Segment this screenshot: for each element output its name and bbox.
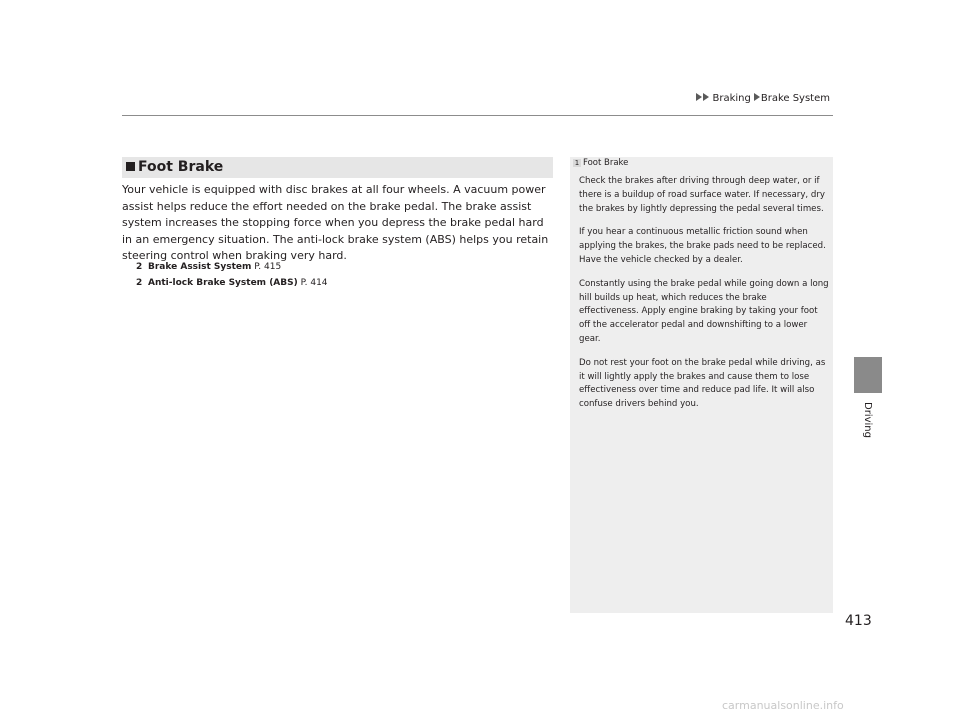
watermark: carmanualsonline.info: [722, 699, 844, 712]
section-title: Foot Brake: [138, 159, 224, 175]
sidebar-paragraph: If you hear a continuous metallic friction sound when applying the brakes, the brake pads need to be replaced. Have the vehicle checked by a dealer.: [579, 227, 826, 265]
cross-reference-icon: 2: [136, 278, 143, 288]
breadcrumb-arrow-icon: [754, 93, 760, 101]
page-number: 413: [845, 613, 872, 629]
breadcrumb-arrow-icon: [696, 93, 702, 101]
xref-title: Brake Assist System: [148, 262, 252, 272]
sidebar-note-title: [573, 158, 628, 168]
breadcrumb-item-braking[interactable]: Braking: [712, 93, 751, 104]
sidebar-title-text: Foot Brake: [583, 158, 629, 168]
sidebar-note-text: [579, 175, 829, 422]
xref-page: P. 415: [254, 262, 282, 272]
section-body: [122, 182, 556, 265]
breadcrumb-item-brake-system[interactable]: Brake System: [760, 93, 830, 104]
chapter-tab[interactable]: [854, 357, 882, 393]
xref-title: Anti-lock Brake System (ABS): [148, 278, 298, 288]
section-heading: [122, 157, 553, 178]
xref-page: P. 414: [300, 278, 328, 288]
header-divider: [122, 115, 833, 116]
sidebar-paragraph: Do not rest your foot on the brake pedal while driving, as it will lightly apply the brakes and cause them to lose effectiveness over time and reduce pad life. It will also confuse drivers behind you.: [579, 357, 826, 410]
note-marker-icon: 1: [574, 159, 580, 167]
sidebar-paragraph: Check the brakes after driving through deep water, or if there is a buildup of road surface water. If necessary, dry the brakes by lightly depressing the pedal several times.: [579, 176, 825, 214]
cross-reference-icon: 2: [136, 262, 143, 272]
xref-brake-assist[interactable]: [136, 262, 281, 272]
section-square-icon: [126, 162, 135, 171]
body-paragraph: Your vehicle is equipped with disc brakes at all four wheels. A vacuum power assist helps reduce the effort needed on the brake pedal. The brake assist system increases the stopping force when you depress the brake pedal hard in an emergency situation. The anti-lock brake system (ABS) helps you retain steering control when braking very hard.: [122, 183, 549, 262]
breadcrumb: [0, 93, 833, 104]
breadcrumb-arrow-icon: [703, 93, 709, 101]
sidebar-paragraph: Constantly using the brake pedal while going down a long hill builds up heat, which reduces the brake effectiveness. Apply engine braking by taking your foot off the accelerator pedal and downshifting to a lower gear.: [579, 278, 829, 344]
xref-abs[interactable]: [136, 278, 328, 288]
chapter-label: Driving: [862, 402, 873, 438]
